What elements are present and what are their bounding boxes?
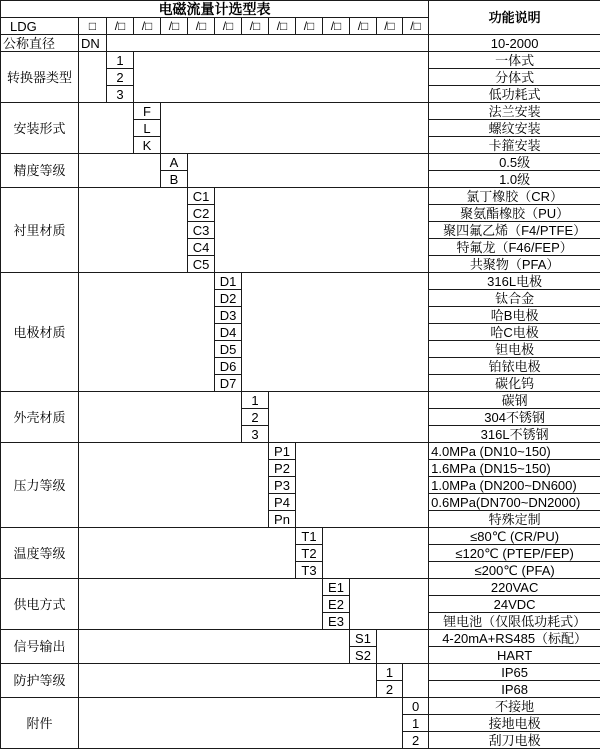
row [1,630,600,647]
code-cell: 2 [107,69,134,86]
code-cell: C4 [188,239,215,256]
value-cell: ≤120℃ (PTEP/FEP) [429,545,600,562]
code-cell: C5 [188,256,215,273]
spacer-cell [79,273,215,392]
value-cell: IP68 [429,681,600,698]
section-label-accuracy-grade: 精度等级 [1,154,79,188]
code-cell: K [134,137,161,154]
row [1,273,600,290]
model-slot: /□ [107,18,134,35]
value-cell: 铂铱电极 [429,358,600,375]
spacer-cell [79,528,296,579]
value-cell: 24VDC [429,596,600,613]
spacer-cell [79,188,188,273]
row [1,52,600,69]
value-cell: 特殊定制 [429,511,600,528]
section-label-liner-material: 衬里材质 [1,188,79,273]
code-cell: B [161,171,188,188]
code-cell: C1 [188,188,215,205]
value-cell: 共聚物（PFA） [429,256,600,273]
value-cell: ≤200℃ (PFA) [429,562,600,579]
value-cell: 氯丁橡胶（CR） [429,188,600,205]
model-slot: /□ [188,18,215,35]
value-cell: 4-20mA+RS485（标配） [429,630,600,647]
spacer-cell [79,630,350,664]
code-cell: E2 [323,596,350,613]
row [1,579,600,596]
value-cell: 卡箍安装 [429,137,600,154]
code-cell: 1 [242,392,269,409]
model-slot: /□ [134,18,161,35]
row [1,103,600,120]
value-cell: 316L电极 [429,273,600,290]
row [1,188,600,205]
value-cell: 法兰安装 [429,103,600,120]
code-cell: P1 [269,443,296,460]
code-cell: 1 [377,664,403,681]
code-cell: 1 [107,52,134,69]
code-cell: F [134,103,161,120]
section-label-converter-type: 转换器类型 [1,52,79,103]
section-label-accessories: 附件 [1,698,79,749]
value-cell: 1.6MPa (DN15~150) [429,460,600,477]
model-box: □ [79,18,107,35]
spacer-cell [296,443,429,528]
spacer-cell [79,579,323,630]
value-cell: IP65 [429,664,600,681]
code-cell: T3 [296,562,323,579]
model-slot: /□ [161,18,188,35]
value-cell: 0.6MPa(DN700~DN2000) [429,494,600,511]
value-cell: 钛合金 [429,290,600,307]
code-cell: S2 [350,647,377,664]
model-slot: /□ [403,18,429,35]
code-cell: T2 [296,545,323,562]
spacer-cell [215,188,429,273]
code-cell: P3 [269,477,296,494]
row [1,154,600,171]
spacer-cell [350,579,429,630]
value-cell: 304不锈钢 [429,409,600,426]
spacer-cell [269,392,429,443]
spacer-cell [377,630,429,664]
value-cell: 刮刀电极 [429,732,600,749]
model-slot: /□ [215,18,242,35]
value-cell: 哈C电极 [429,324,600,341]
section-label-power-supply: 供电方式 [1,579,79,630]
code-cell: D3 [215,307,242,324]
section-label-temperature-rating: 温度等级 [1,528,79,579]
section-label-pressure-rating: 压力等级 [1,443,79,528]
spacer-cell [134,52,429,103]
code-cell: C2 [188,205,215,222]
code-cell: T1 [296,528,323,545]
spacer-cell [403,664,429,698]
row [1,392,600,409]
code-cell: 0 [403,698,429,715]
row-diameter [1,35,600,52]
value-cell: 哈B电极 [429,307,600,324]
spacer-cell [242,273,429,392]
value-cell: 220VAC [429,579,600,596]
value-cell: 分体式 [429,69,600,86]
code-cell: Pn [269,511,296,528]
model-slot: /□ [269,18,296,35]
value-cell: 10-2000 [429,35,600,52]
model-slot: /□ [377,18,403,35]
spacer-cell [79,52,107,103]
section-label-protection-rating: 防护等级 [1,664,79,698]
section-label-signal-output: 信号输出 [1,630,79,664]
value-cell: 特氟龙（F46/FEP） [429,239,600,256]
code-cell: L [134,120,161,137]
value-cell: 4.0MPa (DN10~150) [429,443,600,460]
code-cell: E3 [323,613,350,630]
spacer-cell [79,698,403,749]
code-cell: D1 [215,273,242,290]
model-slot: /□ [242,18,269,35]
value-cell: 接地电极 [429,715,600,732]
value-cell: ≤80℃ (CR/PU) [429,528,600,545]
value-cell: 聚四氟乙烯（F4/PTFE） [429,222,600,239]
value-cell: 锂电池（仅限低功耗式） [429,613,600,630]
section-label-installation-type: 安装形式 [1,103,79,154]
code-cell: 2 [377,681,403,698]
function-column-header: 功能说明 [429,1,600,35]
value-cell: 螺纹安装 [429,120,600,137]
model-slot: /□ [350,18,377,35]
section-label-nominal-diameter: 公称直径 [1,35,79,52]
spacer-cell [79,392,242,443]
row [1,528,600,545]
code-cell: DN [79,35,107,52]
code-cell: 2 [242,409,269,426]
code-cell: D7 [215,375,242,392]
code-cell: D4 [215,324,242,341]
code-cell: P4 [269,494,296,511]
value-cell: 钽电极 [429,341,600,358]
value-cell: 低功耗式 [429,86,600,103]
value-cell: 316L不锈钢 [429,426,600,443]
spacer-cell [79,103,134,154]
value-cell: 1.0MPa (DN200~DN600) [429,477,600,494]
value-cell: 1.0级 [429,171,600,188]
value-cell: 0.5级 [429,154,600,171]
value-cell: HART [429,647,600,664]
section-label-electrode-material: 电极材质 [1,273,79,392]
row [1,698,600,715]
row [1,443,600,460]
spacer-cell [79,443,269,528]
table-title: 电磁流量计选型表 [1,1,429,18]
value-cell: 一体式 [429,52,600,69]
value-cell: 聚氨酯橡胶（PU） [429,205,600,222]
model-prefix: LDG [1,18,79,35]
code-cell: 2 [403,732,429,749]
code-cell: 3 [107,86,134,103]
value-cell: 不接地 [429,698,600,715]
row [1,664,600,681]
code-cell: D6 [215,358,242,375]
spacer-cell [161,103,429,154]
code-cell: 1 [403,715,429,732]
value-cell: 碳化钨 [429,375,600,392]
code-cell: A [161,154,188,171]
model-slot: /□ [296,18,323,35]
spacer-cell [107,35,429,52]
spacer-cell [188,154,429,188]
value-cell: 碳钢 [429,392,600,409]
spacer-cell [323,528,429,579]
code-cell: C3 [188,222,215,239]
code-cell: E1 [323,579,350,596]
title-row [1,1,600,18]
spacer-cell [79,154,161,188]
code-cell: D2 [215,290,242,307]
code-cell: P2 [269,460,296,477]
code-cell: D5 [215,341,242,358]
code-cell: S1 [350,630,377,647]
section-label-housing-material: 外壳材质 [1,392,79,443]
model-slot: /□ [323,18,350,35]
spacer-cell [79,664,377,698]
code-cell: 3 [242,426,269,443]
